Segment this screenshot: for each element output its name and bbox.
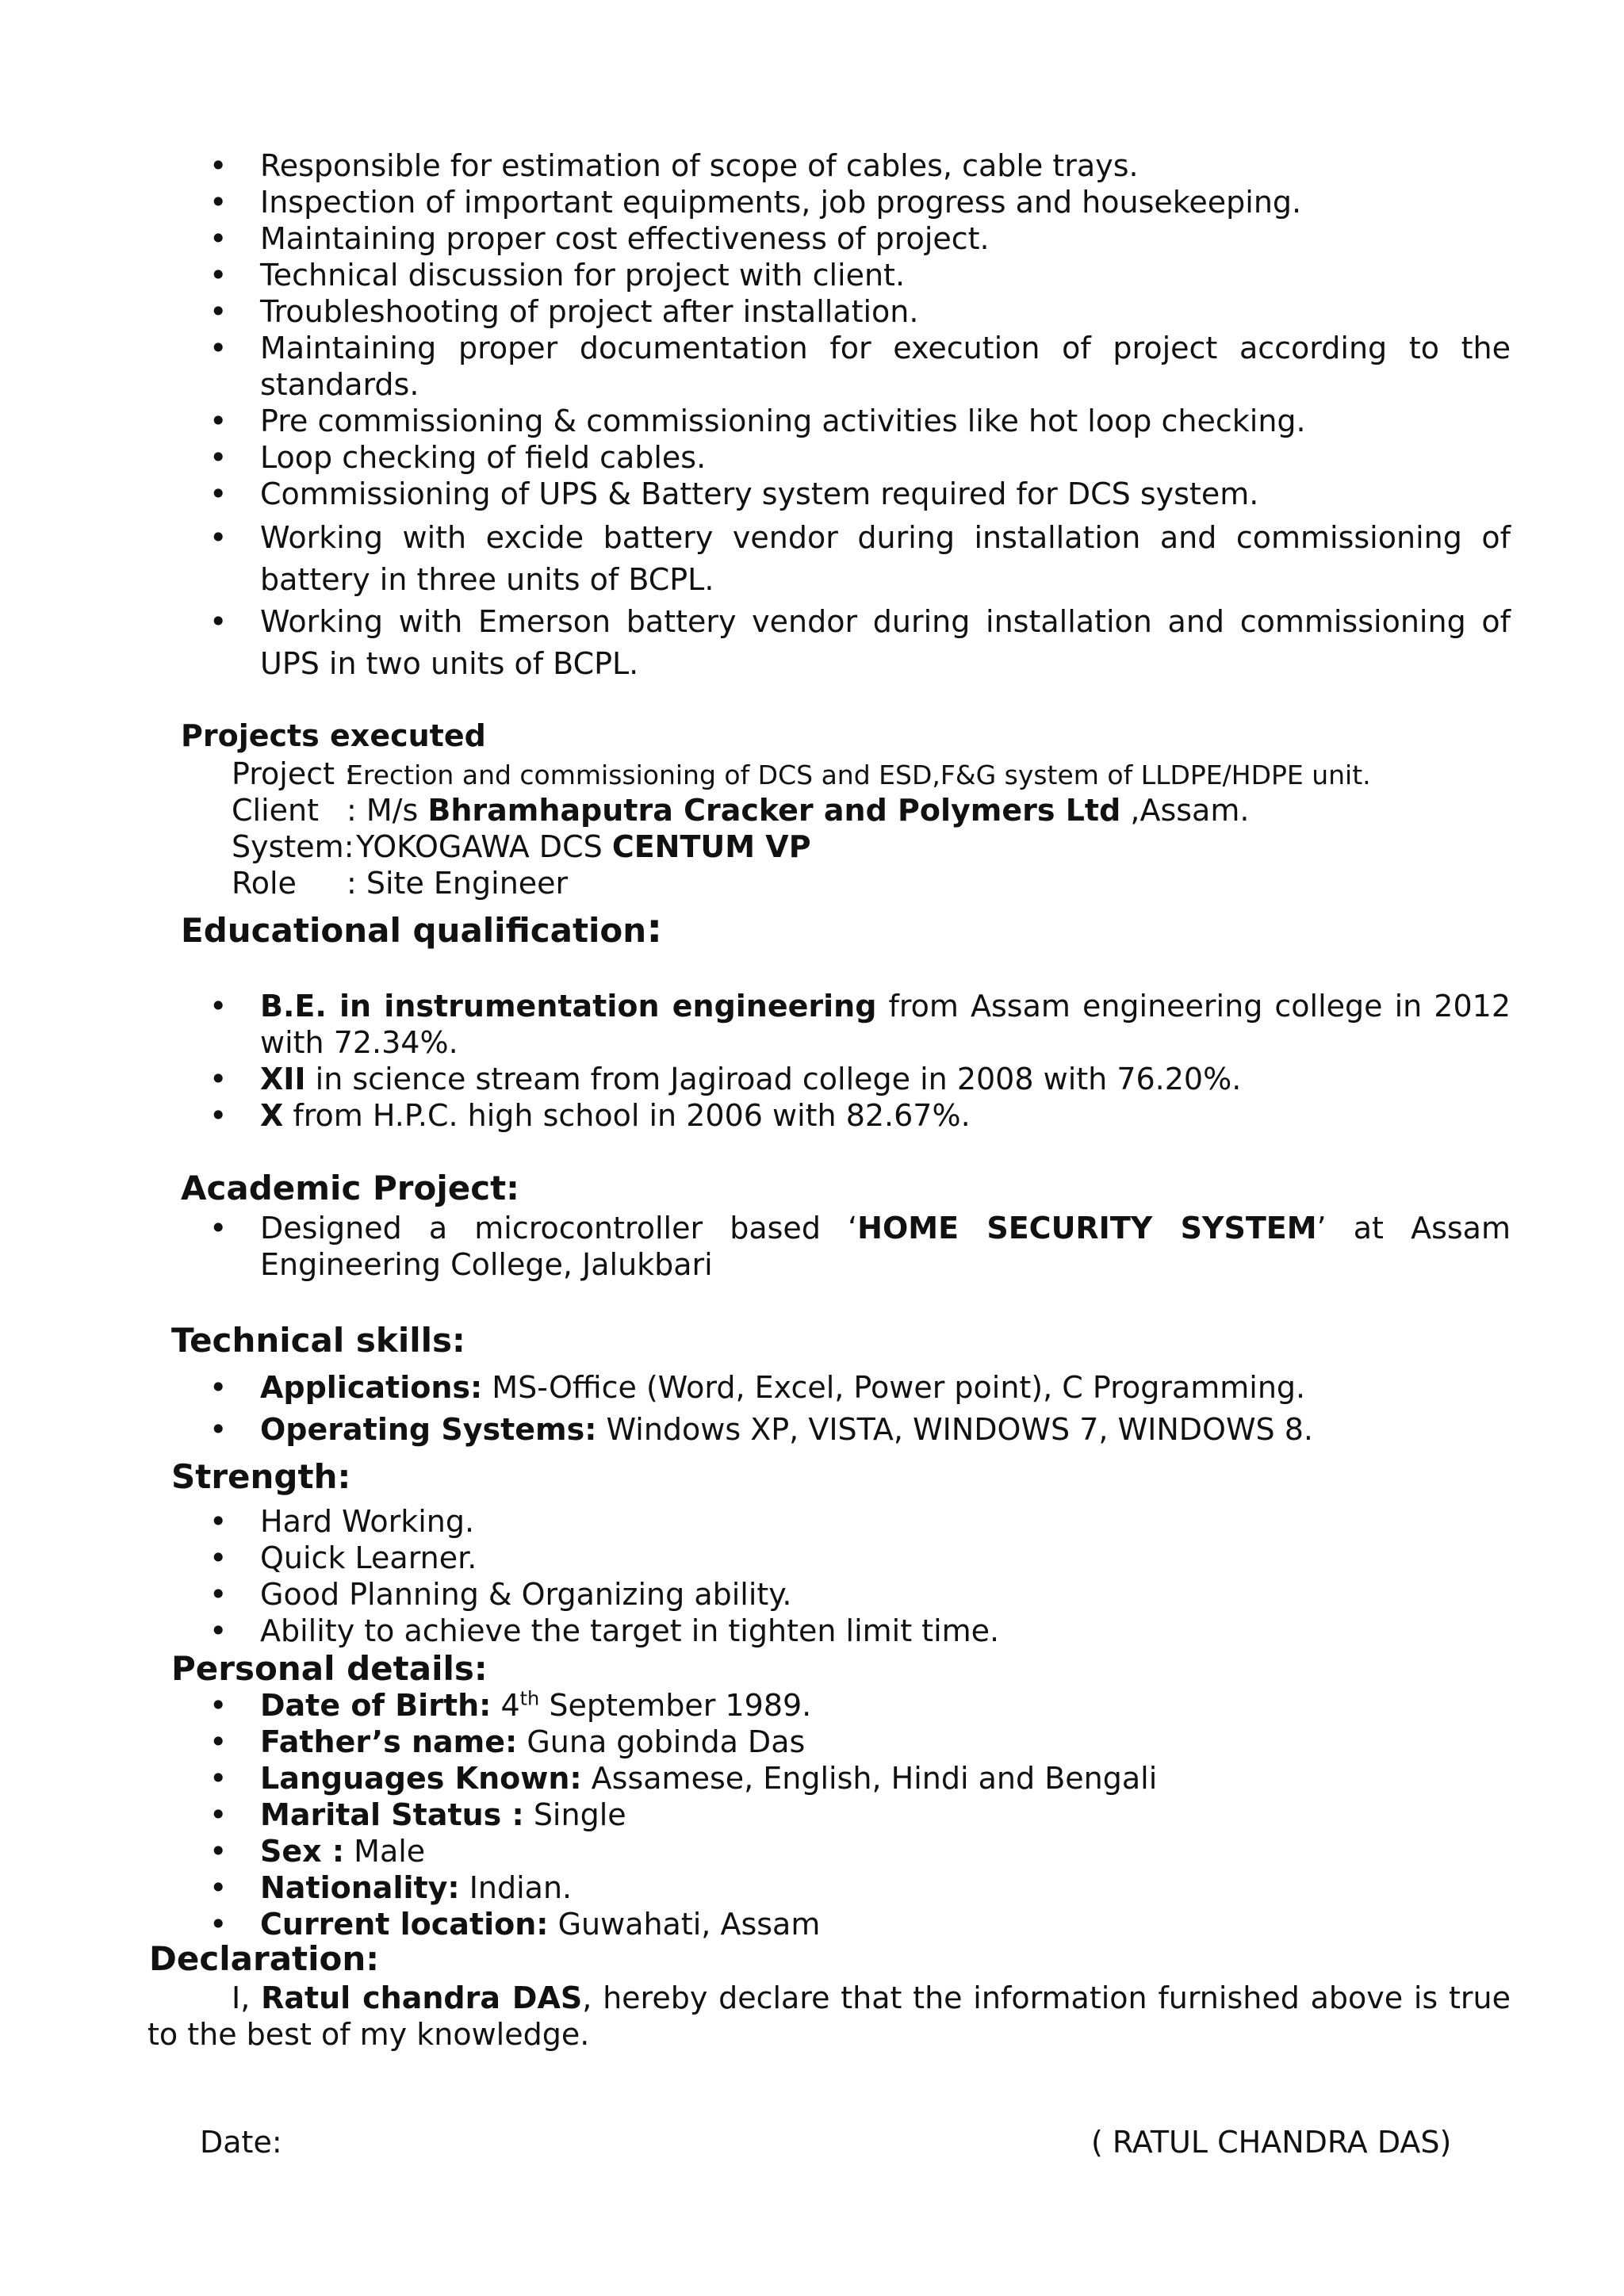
system-label: System:	[232, 829, 354, 864]
list-item: • Current location: Guwahati, Assam	[0, 1906, 1511, 1942]
technical-heading: Technical skills:	[171, 1321, 465, 1360]
role-value: : Site Engineer	[347, 866, 569, 901]
list-item: • Marital Status : Single	[0, 1797, 1511, 1833]
client-name: Bhramhaputra Cracker and Polymers Ltd	[427, 793, 1121, 828]
list-item: • Date of Birth: 4th September 1989.	[0, 1687, 1511, 1724]
list-item: • Troubleshooting of project after installation.	[0, 293, 1511, 330]
system-row	[232, 828, 811, 865]
system-bold: CENTUM VP	[611, 829, 811, 864]
declaration-heading: Declaration:	[149, 1939, 380, 1978]
signature-name: ( RATUL CHANDRA DAS)	[1091, 2125, 1452, 2160]
list-item: • Sex : Male	[0, 1833, 1511, 1869]
list-item: • Inspection of important equipments, job progress and housekeeping.	[0, 184, 1511, 220]
list-item: • Maintaining proper cost effectiveness of project.	[0, 220, 1511, 257]
list-item: • Good Planning & Organizing ability.	[0, 1576, 1511, 1613]
project-label: Project :	[232, 756, 354, 791]
list-item: • Hard Working.	[0, 1503, 1511, 1540]
list-item: • X from H.P.C. high school in 2006 with 82.67%.	[0, 1097, 1511, 1134]
strength-list	[0, 1503, 1511, 1649]
list-item: • Designed a microcontroller based ‘HOME SECURITY SYSTEM’ at Assam Engineering College, Jalukbari	[0, 1210, 1511, 1283]
education-heading: Educational qualification:	[181, 905, 663, 951]
list-item: • Working with Emerson battery vendor during installation and commissioning of UPS in two units of BCPL.	[0, 601, 1511, 685]
client-label: Client	[232, 793, 320, 828]
client-row	[232, 792, 1249, 828]
projects-heading: Projects executed	[181, 718, 486, 753]
academic-heading: Academic Project:	[181, 1169, 519, 1207]
list-item: • Nationality: Indian.	[0, 1869, 1511, 1906]
list-item: • Technical discussion for project with client.	[0, 257, 1511, 293]
list-item: • XII in science stream from Jagiroad college in 2008 with 76.20%.	[0, 1061, 1511, 1097]
technical-list	[0, 1367, 1511, 1451]
declaration-text: I, Ratul chandra DAS, hereby declare that the information furnished above is true to the best of my knowledge.	[147, 1980, 1511, 2052]
personal-list	[0, 1687, 1511, 1942]
list-item: • Working with excide battery vendor during installation and commissioning of battery in three units of BCPL.	[0, 517, 1511, 601]
list-item: • Ability to achieve the target in tighten limit time.	[0, 1613, 1511, 1649]
list-item: • Pre commissioning & commissioning activities like hot loop checking.	[0, 403, 1511, 439]
list-item: • Quick Learner.	[0, 1540, 1511, 1576]
date-label: Date:	[200, 2125, 282, 2160]
list-item: • Applications: MS-Office (Word, Excel, Power point), C Programming.	[0, 1367, 1511, 1409]
system-value: YOKOGAWA DCS	[347, 829, 612, 864]
list-item: • Responsible for estimation of scope of cables, cable trays.	[0, 147, 1511, 184]
list-item: • Commissioning of UPS & Battery system required for DCS system.	[0, 476, 1511, 512]
role-label: Role	[232, 866, 297, 901]
project-row	[232, 756, 1371, 794]
list-item: • B.E. in instrumentation engineering from Assam engineering college in 2012 with 72.34%.	[0, 988, 1511, 1061]
list-item: • Maintaining proper documentation for execution of project according to the standards.	[0, 330, 1511, 403]
academic-list	[0, 1210, 1511, 1283]
list-item: • Operating Systems: Windows XP, VISTA, WINDOWS 7, WINDOWS 8.	[0, 1409, 1511, 1451]
personal-heading: Personal details:	[171, 1649, 488, 1688]
strength-heading: Strength:	[171, 1457, 351, 1496]
duties-list	[0, 147, 1511, 685]
client-suffix: ,Assam.	[1120, 793, 1250, 828]
list-item: • Languages Known: Assamese, English, Hindi and Bengali	[0, 1760, 1511, 1797]
list-item: • Loop checking of field cables.	[0, 439, 1511, 476]
project-value: Erection and commissioning of DCS and ESD,F&G system of LLDPE/HDPE unit.	[347, 760, 1371, 790]
client-sep: : M/s	[347, 793, 428, 828]
education-list	[0, 988, 1511, 1134]
list-item: • Father’s name: Guna gobinda Das	[0, 1724, 1511, 1760]
role-row	[232, 865, 568, 901]
